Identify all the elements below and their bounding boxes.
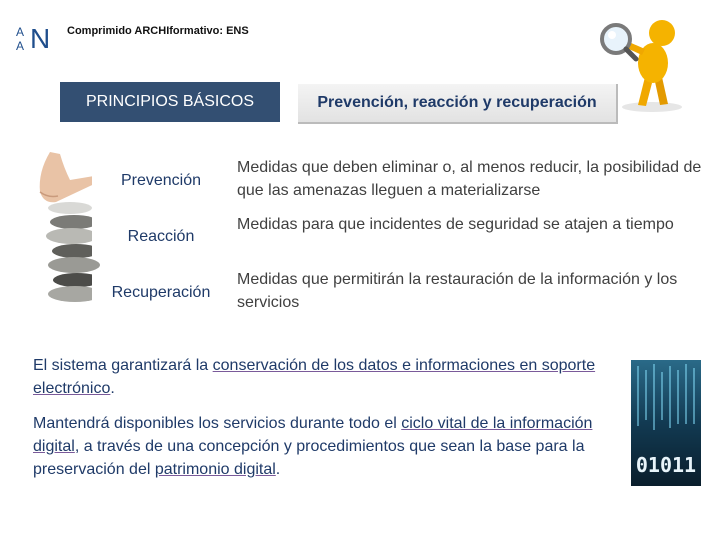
logo-letter-n: N: [30, 23, 51, 54]
link-ciclo-vital[interactable]: ciclo vital de la información digital: [33, 415, 593, 455]
paragraph-2-text-end: .: [275, 461, 281, 478]
paragraph-2-text-start: Mantendrá disponibles los servicios durante todo el: [33, 415, 402, 432]
paragraph-1-text-start: El sistema garantizará la: [33, 357, 213, 374]
principle-label-recuperacion: Recuperación: [92, 273, 230, 313]
link-conservacion-datos[interactable]: conservación de los datos e informaciones en soporte electrónico: [33, 357, 596, 397]
logo-letter-a-bottom: A: [16, 39, 25, 53]
principle-label-reaccion: Reacción: [92, 217, 230, 257]
logo: [14, 20, 54, 60]
digital-image-text: 01011: [635, 453, 697, 477]
principle-description-reaccion: Medidas para que incidentes de seguridad se atajen a tiempo: [237, 216, 674, 233]
paragraph-1-text-end: .: [110, 380, 115, 397]
logo-letter-a-top: A: [16, 25, 25, 39]
paragraph-conservacion: [33, 354, 613, 400]
page-title: Comprimido ARCHIformativo: ENS: [67, 25, 249, 37]
principios-basicos-box: PRINCIPIOS BÁSICOS: [60, 82, 280, 122]
section-title: Prevención, reacción y recuperación: [298, 84, 618, 124]
paragraph-2-text-middle: , a través de una concepción y procedimientos que sean la base para la preservación del: [33, 438, 585, 478]
principle-label-prevencion: Prevención: [92, 161, 230, 201]
digital-binary-illustration: [631, 360, 701, 486]
link-patrimonio-digital[interactable]: patrimonio digital: [154, 461, 276, 478]
principle-description-prevencion: Medidas que deben eliminar o, al menos reducir, la posibilidad de que las amenazas lleguen a materializarse: [237, 159, 702, 199]
principle-description-recuperacion: Medidas que permitirán la restauración de la información y los servicios: [237, 271, 678, 311]
paragraph-disponibilidad: [33, 412, 613, 481]
